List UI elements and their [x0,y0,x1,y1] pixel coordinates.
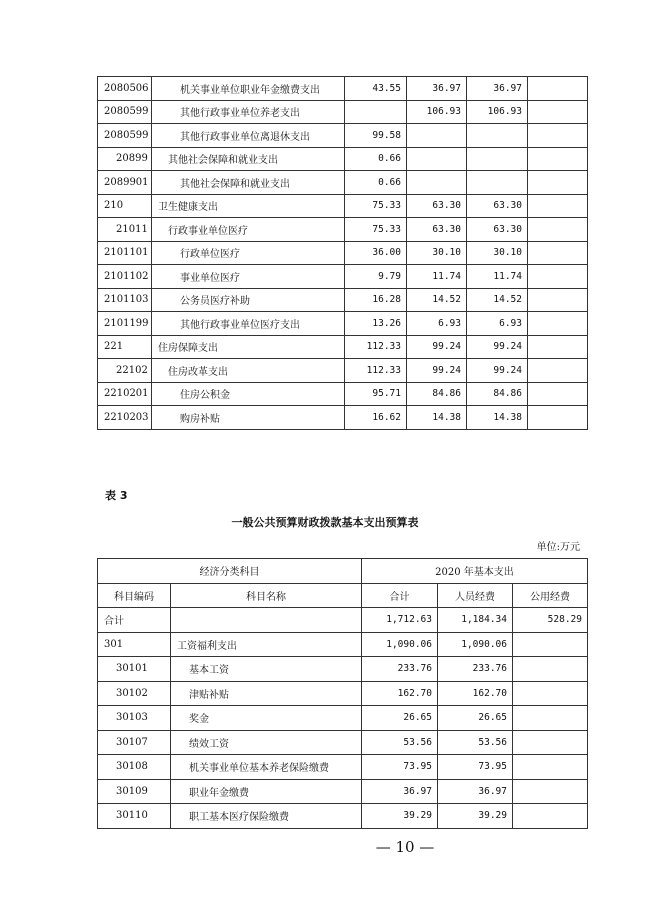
subject-code: 22102 [98,359,152,383]
header-row-group [98,559,588,584]
header-name: 科目名称 [171,583,362,608]
value-cell [528,382,588,406]
public-value [513,706,588,731]
value-cell: 63.30 [467,194,528,218]
value-cell [467,147,528,171]
subject-code: 2210203 [98,406,152,430]
table-row [98,241,588,265]
subject-name: 职工基本医疗保险缴费 [171,804,362,829]
table-row [98,77,588,101]
subject-name: 行政单位医疗 [152,241,345,265]
subject-name: 其他社会保障和就业支出 [152,147,345,171]
value-cell [528,147,588,171]
personnel-value: 1,184.34 [438,608,513,633]
table-row [98,406,588,430]
subject-name: 津贴补贴 [171,681,362,706]
value-cell: 63.30 [407,218,467,242]
subject-code: 30109 [98,779,171,804]
subject-name: 其他行政事业单位养老支出 [152,100,345,124]
subject-code: 2080599 [98,124,152,148]
subject-code: 20899 [98,147,152,171]
public-value [513,632,588,657]
header-total: 合计 [362,583,438,608]
public-value [513,755,588,780]
value-cell: 36.00 [345,241,407,265]
subject-name: 事业单位医疗 [152,265,345,289]
public-value [513,657,588,682]
subject-code: 2080506 [98,77,152,101]
total-value: 26.65 [362,706,438,731]
value-cell: 99.58 [345,124,407,148]
value-cell: 43.55 [345,77,407,101]
public-value [513,681,588,706]
value-cell: 112.33 [345,359,407,383]
value-cell [407,171,467,195]
subject-name: 职业年金缴费 [171,779,362,804]
value-cell [528,406,588,430]
value-cell [467,124,528,148]
subject-code: 2101101 [98,241,152,265]
total-value: 233.76 [362,657,438,682]
value-cell: 0.66 [345,171,407,195]
subject-code: 21011 [98,218,152,242]
subject-name: 卫生健康支出 [152,194,345,218]
value-cell: 6.93 [467,312,528,336]
public-value [513,730,588,755]
table-row [98,632,588,657]
value-cell [528,171,588,195]
value-cell: 30.10 [467,241,528,265]
table-row [98,194,588,218]
budget-table-continued [97,76,588,430]
subject-name: 机关事业单位基本养老保险缴费 [171,755,362,780]
value-cell: 75.33 [345,218,407,242]
table-row [98,335,588,359]
value-cell: 16.28 [345,288,407,312]
value-cell: 84.86 [407,382,467,406]
subject-code: 30103 [98,706,171,731]
subject-code: 30110 [98,804,171,829]
subject-code: 30107 [98,730,171,755]
value-cell [528,288,588,312]
subject-name: 奖金 [171,706,362,731]
total-value: 53.56 [362,730,438,755]
subject-code: 2101199 [98,312,152,336]
table-row [98,288,588,312]
subject-code: 30102 [98,681,171,706]
subject-name: 住房改革支出 [152,359,345,383]
value-cell [528,124,588,148]
value-cell [407,124,467,148]
personnel-value: 36.97 [438,779,513,804]
value-cell: 75.33 [345,194,407,218]
personnel-value: 39.29 [438,804,513,829]
value-cell: 99.24 [407,335,467,359]
table-title: 一般公共预算财政拨款基本支出预算表 [231,516,419,529]
value-cell: 36.97 [467,77,528,101]
value-cell [528,312,588,336]
table-row [98,218,588,242]
value-cell [467,171,528,195]
header-personnel: 人员经费 [438,583,513,608]
table-row [98,100,588,124]
subject-name: 其他行政事业单位离退休支出 [152,124,345,148]
value-cell: 63.30 [467,218,528,242]
value-cell: 0.66 [345,147,407,171]
public-value [513,779,588,804]
subject-name: 绩效工资 [171,730,362,755]
table-row [98,706,588,731]
table-row [98,359,588,383]
personnel-value: 26.65 [438,706,513,731]
value-cell [528,335,588,359]
value-cell: 13.26 [345,312,407,336]
table-row [98,730,588,755]
header-code: 科目编码 [98,583,171,608]
subject-name: 其他行政事业单位医疗支出 [152,312,345,336]
subject-name: 购房补贴 [152,406,345,430]
subject-code: 2080599 [98,100,152,124]
value-cell: 95.71 [345,382,407,406]
personnel-value: 233.76 [438,657,513,682]
header-public: 公用经费 [513,583,588,608]
value-cell [528,194,588,218]
total-value: 162.70 [362,681,438,706]
table-row [98,312,588,336]
subject-name [171,608,362,633]
value-cell: 106.93 [407,100,467,124]
subject-code: 2101103 [98,288,152,312]
subject-code: 221 [98,335,152,359]
header-row-columns [98,583,588,608]
public-value: 528.29 [513,608,588,633]
basic-expenditure-table [97,558,588,829]
value-cell: 11.74 [467,265,528,289]
value-cell: 63.30 [407,194,467,218]
subject-name: 住房保障支出 [152,335,345,359]
value-cell: 99.24 [467,359,528,383]
value-cell: 99.24 [407,359,467,383]
table-row [98,779,588,804]
value-cell: 30.10 [407,241,467,265]
subject-name: 行政事业单位医疗 [152,218,345,242]
value-cell [528,265,588,289]
personnel-value: 1,090.06 [438,632,513,657]
subject-code: 合计 [98,608,171,633]
value-cell: 99.24 [467,335,528,359]
value-cell: 16.62 [345,406,407,430]
value-cell [528,218,588,242]
table-label: 表 3 [105,489,128,502]
value-cell: 14.52 [407,288,467,312]
table-row [98,608,588,633]
header-econ-class: 经济分类科目 [98,559,362,584]
subject-code: 210 [98,194,152,218]
value-cell: 14.52 [467,288,528,312]
page-number: — 10 — [375,838,435,856]
value-cell: 14.38 [407,406,467,430]
value-cell: 9.79 [345,265,407,289]
value-cell [528,241,588,265]
value-cell: 106.93 [467,100,528,124]
table-row [98,265,588,289]
subject-name: 住房公积金 [152,382,345,406]
subject-name: 其他社会保障和就业支出 [152,171,345,195]
subject-code: 2101102 [98,265,152,289]
public-value [513,804,588,829]
table-row [98,124,588,148]
subject-code: 301 [98,632,171,657]
value-cell [528,100,588,124]
total-value: 73.95 [362,755,438,780]
subject-name: 机关事业单位职业年金缴费支出 [152,77,345,101]
personnel-value: 53.56 [438,730,513,755]
table-row [98,755,588,780]
subject-code: 2089901 [98,171,152,195]
personnel-value: 162.70 [438,681,513,706]
subject-code: 2210201 [98,382,152,406]
value-cell [407,147,467,171]
value-cell: 36.97 [407,77,467,101]
subject-code: 30101 [98,657,171,682]
value-cell: 11.74 [407,265,467,289]
total-value: 1,090.06 [362,632,438,657]
table-row [98,147,588,171]
subject-code: 30108 [98,755,171,780]
table-row [98,804,588,829]
total-value: 36.97 [362,779,438,804]
table-row [98,657,588,682]
value-cell [528,359,588,383]
table-row [98,382,588,406]
subject-name: 公务员医疗补助 [152,288,345,312]
subject-name: 工资福利支出 [171,632,362,657]
value-cell [528,77,588,101]
header-basic-expenditure: 2020 年基本支出 [362,559,588,584]
table-row [98,171,588,195]
total-value: 39.29 [362,804,438,829]
value-cell: 14.38 [467,406,528,430]
subject-name: 基本工资 [171,657,362,682]
value-cell: 112.33 [345,335,407,359]
table-row [98,681,588,706]
value-cell: 6.93 [407,312,467,336]
total-value: 1,712.63 [362,608,438,633]
personnel-value: 73.95 [438,755,513,780]
unit-label: 单位:万元 [536,542,580,553]
value-cell: 84.86 [467,382,528,406]
value-cell [345,100,407,124]
